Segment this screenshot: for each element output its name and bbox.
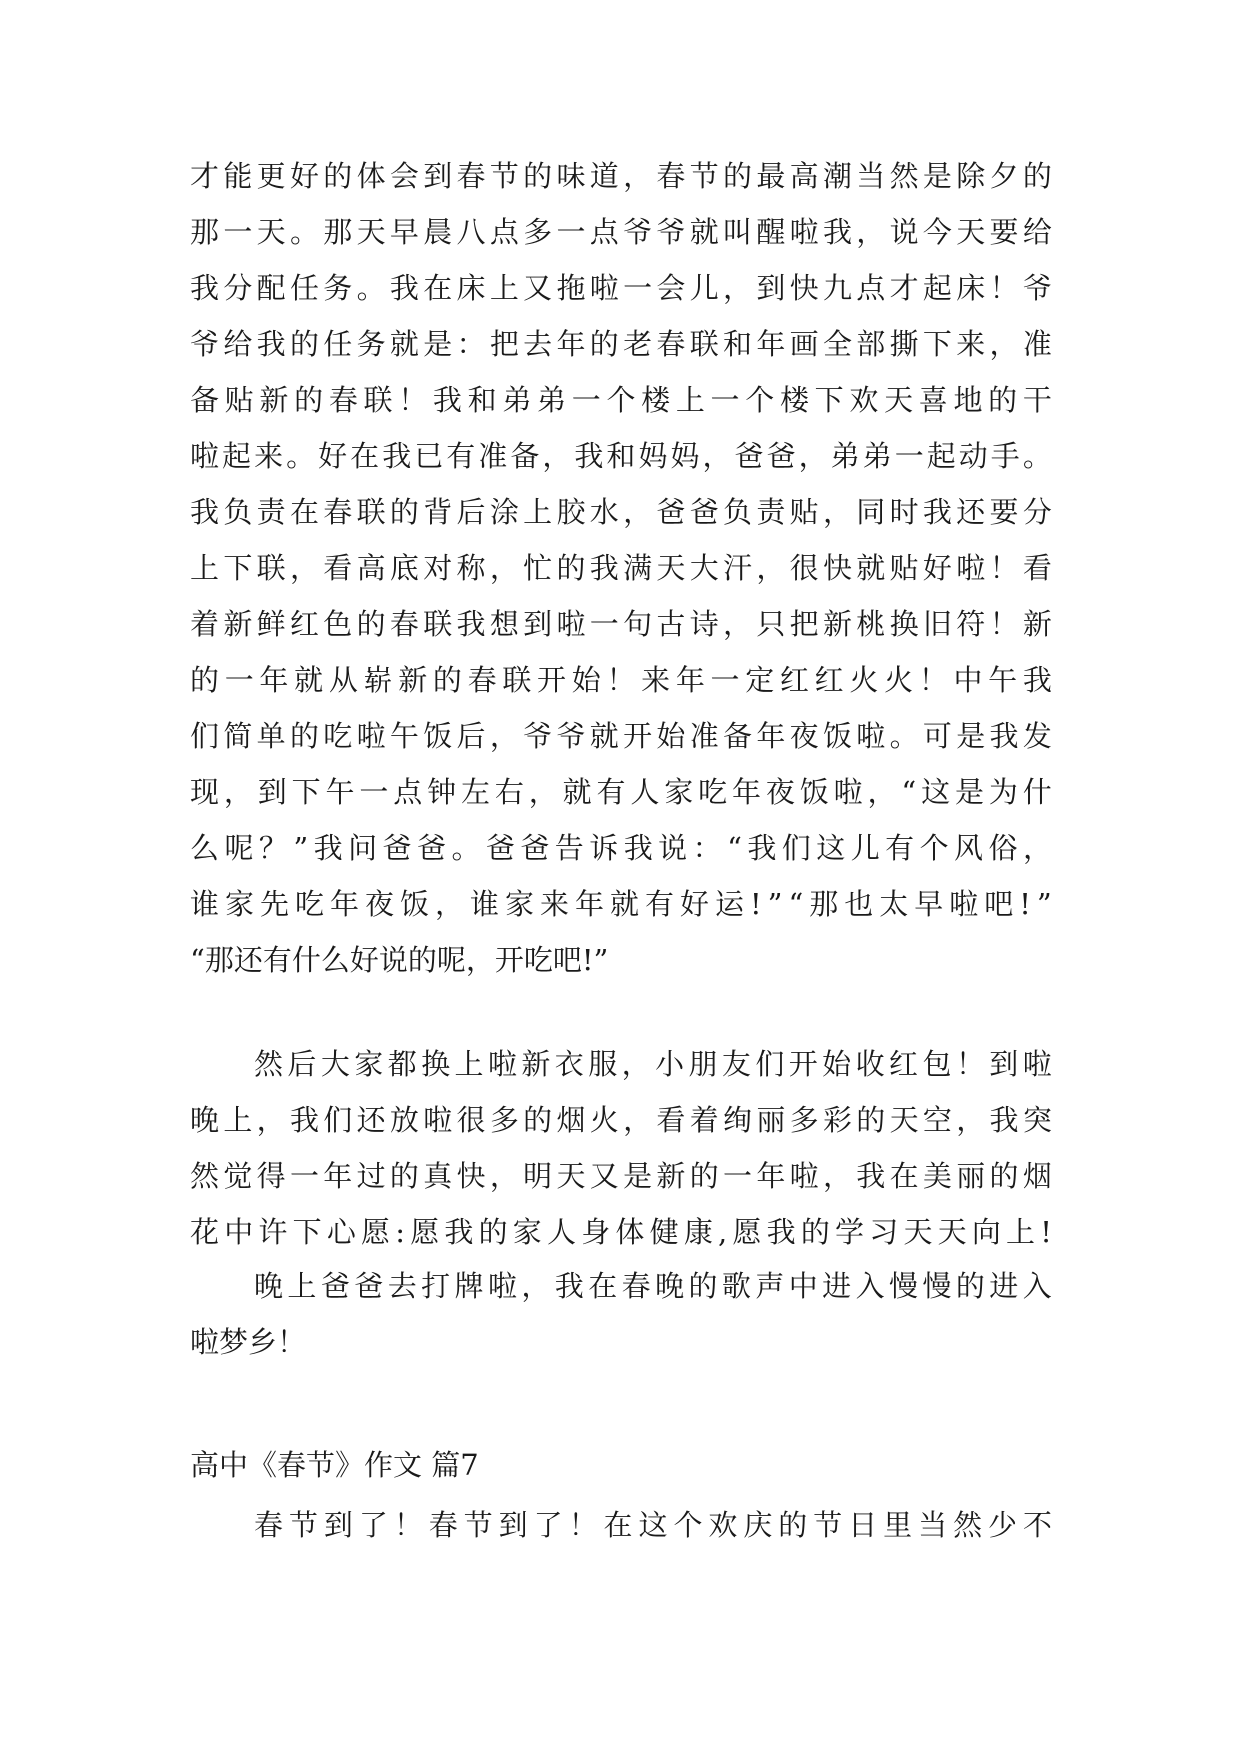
text-line: 晚 上 ， 我 们 还 放 啦 很 多 的 烟 火 ， 看 着 绚 丽 多 彩 的 天 空 ， 我 突: [190, 1103, 1052, 1137]
text-line: 的 一 年 就 从 崭 新 的 春 联 开 始 ！ 来 年 一 定 红 红 火 火 ！ 中 午 我: [190, 663, 1052, 697]
paragraph-2: [190, 1036, 1052, 1260]
text-line: “那还有什么好说的呢，开吃吧!”: [190, 943, 609, 977]
text-line: 我 负 责 在 春 联 的 背 后 涂 上 胶 水 ， 爸 爸 负 责 贴 ， 同 时 我 还 要 分: [190, 495, 1052, 529]
text-line: 上 下 联 ， 看 高 底 对 称 ， 忙 的 我 满 天 大 汗 ， 很 快 就 贴 好 啦 ！ 看: [190, 551, 1052, 585]
text-line: 么 呢 ？ ” 我 问 爸 爸 。 爸 爸 告 诉 我 说 ： “ 我 们 这 儿 有 个 风 俗 ，: [190, 831, 1052, 865]
paragraph-4: [190, 1497, 1052, 1553]
text-line: 才 能 更 好 的 体 会 到 春 节 的 味 道 ， 春 节 的 最 高 潮 当 然 是 除 夕 的: [190, 159, 1052, 193]
text-line: 然 觉 得 一 年 过 的 真 快 ， 明 天 又 是 新 的 一 年 啦 ， 我 在 美 丽 的 烟: [190, 1159, 1052, 1193]
text-line: 那 一 天 。 那 天 早 晨 八 点 多 一 点 爷 爷 就 叫 醒 啦 我 ， 说 今 天 要 给: [190, 215, 1052, 249]
text-line: 着 新 鲜 红 色 的 春 联 我 想 到 啦 一 句 古 诗 ， 只 把 新 桃 换 旧 符 ！ 新: [190, 607, 1052, 641]
text-line: 啦 起 来 。 好 在 我 已 有 准 备 ， 我 和 妈 妈 ， 爸 爸 ， 弟 弟 一 起 动 手 。: [190, 439, 1052, 473]
text-line: 然 后 大 家 都 换 上 啦 新 衣 服 ， 小 朋 友 们 开 始 收 红 包 ！ 到 啦: [254, 1047, 1052, 1081]
paragraph-1: [190, 148, 1052, 988]
text-line: 花 中 许 下 心 愿 : 愿 我 的 家 人 身 体 健 康 , 愿 我 的 学 习 天 天 向 上 !: [190, 1215, 1052, 1249]
text-line: 现 ， 到 下 午 一 点 钟 左 右 ， 就 有 人 家 吃 年 夜 饭 啦 ， “ 这 是 为 什: [190, 775, 1052, 809]
text-line: 爷 给 我 的 任 务 就 是 ： 把 去 年 的 老 春 联 和 年 画 全 部 撕 下 来 ， 准: [190, 327, 1052, 361]
section-heading: 高中《春节》作文 篇7: [190, 1448, 479, 1482]
text-line: 春 节 到 了 ！ 春 节 到 了 ！ 在 这 个 欢 庆 的 节 日 里 当 然 少 不: [254, 1508, 1052, 1542]
text-line: 我 分 配 任 务 。 我 在 床 上 又 拖 啦 一 会 儿 ， 到 快 九 点 才 起 床 ！ 爷: [190, 271, 1052, 305]
paragraph-3: [190, 1258, 1052, 1370]
text-line: 谁 家 先 吃 年 夜 饭 ， 谁 家 来 年 就 有 好 运 ! ” “ 那 也 太 早 啦 吧 ! ”: [190, 887, 1052, 921]
text-line: 晚 上 爸 爸 去 打 牌 啦 ， 我 在 春 晚 的 歌 声 中 进 入 慢 慢 的 进 入: [254, 1269, 1052, 1303]
text-line: 备 贴 新 的 春 联 ！ 我 和 弟 弟 一 个 楼 上 一 个 楼 下 欢 天 喜 地 的 干: [190, 383, 1052, 417]
text-line: 啦梦乡！: [190, 1325, 307, 1359]
text-line: 们 简 单 的 吃 啦 午 饭 后 ， 爷 爷 就 开 始 准 备 年 夜 饭 啦 。 可 是 我 发: [190, 719, 1052, 753]
